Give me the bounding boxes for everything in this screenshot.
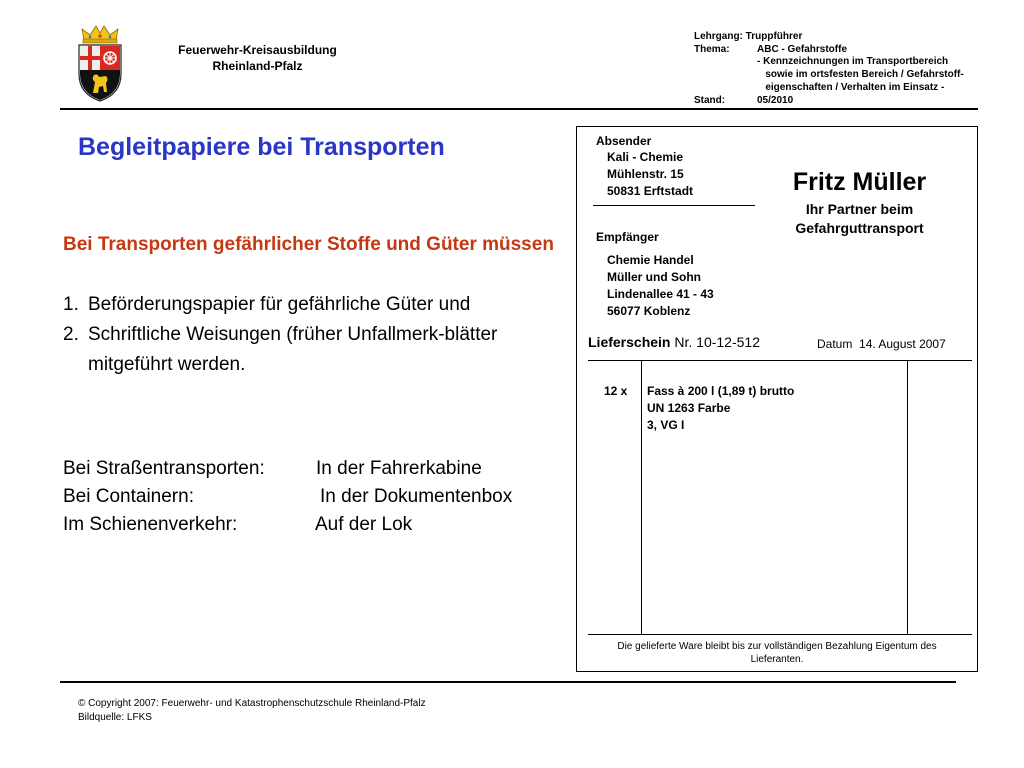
list-text: Schriftliche Weisungen (früher Unfallmerk-blätter mitgeführt werden. xyxy=(88,324,498,375)
table-bottom-line xyxy=(588,634,972,635)
location-row xyxy=(63,455,583,483)
sender-line: 50831 Erftstadt xyxy=(607,184,694,198)
copyright-text: © Copyright 2007: Feuerwehr- und Katastrophenschutzschule Rheinland-Pfalz xyxy=(78,698,426,709)
image-source: Bildquelle: LFKS xyxy=(78,712,152,723)
organisation-line-2: Rheinland-Pfalz xyxy=(212,59,303,73)
sender-line: Mühlenstr. 15 xyxy=(607,167,684,181)
item-quantity: 12 x xyxy=(604,384,628,398)
recipient-line: Chemie Handel xyxy=(607,253,694,267)
location-label: Im Schienenverkehr: xyxy=(63,514,238,535)
location-label: Bei Containern: xyxy=(63,486,194,507)
ownership-notice: Die gelieferte Ware bleibt bis zur vollständigen Bezahlung Eigentum des Lieferanten. xyxy=(617,641,937,665)
location-row xyxy=(63,511,583,539)
qty-column-divider xyxy=(641,361,642,634)
course-value: Truppführer xyxy=(745,31,803,42)
list-item xyxy=(63,290,573,320)
list-number: 2. xyxy=(63,324,79,345)
table-top-line xyxy=(588,360,972,361)
rheinland-pfalz-crest-icon xyxy=(76,24,124,102)
page-title: Begleitpapiere bei Transporten xyxy=(78,133,445,161)
topic-line: sowie im ortsfesten Bereich / Gefahrstoff- xyxy=(757,69,964,81)
organisation-line-1: Feuerwehr-Kreisausbildung xyxy=(178,43,337,57)
copyright xyxy=(78,697,426,725)
item-line: Fass à 200 l (1,89 t) brutto xyxy=(647,384,795,398)
document-locations xyxy=(63,455,583,539)
recipient-line: 56077 Koblenz xyxy=(607,304,691,318)
sender-line: Kali - Chemie xyxy=(607,150,684,164)
section-subheading: Bei Transporten gefährlicher Stoffe und Güter müssen xyxy=(63,234,554,255)
item-line: 3, VG I xyxy=(647,418,685,432)
stand-label: Stand: xyxy=(694,94,726,106)
price-column-divider xyxy=(907,361,908,634)
course-label: Lehrgang: xyxy=(694,31,743,42)
topic-label: Thema: xyxy=(694,43,730,55)
location-value: Auf der Lok xyxy=(315,514,413,535)
location-value: In der Fahrerkabine xyxy=(316,458,482,479)
sender-divider xyxy=(593,205,755,206)
topic-line: ABC - Gefahrstoffe xyxy=(757,43,848,55)
sender-label: Absender xyxy=(596,134,652,148)
recipient-line: Lindenallee 41 - 43 xyxy=(607,287,714,301)
header-divider xyxy=(60,108,978,110)
delivery-number: Nr. 10-12-512 xyxy=(674,334,760,350)
date-label: Datum xyxy=(817,337,853,351)
course-info xyxy=(694,31,1014,107)
footer-divider xyxy=(60,681,956,683)
topic-line: - Kennzeichnungen im Transportbereich xyxy=(757,56,949,68)
list-item xyxy=(63,320,573,380)
recipient-label: Empfänger xyxy=(596,230,659,244)
organisation-name xyxy=(150,42,365,74)
list-text: Beförderungspapier für gefährliche Güter und xyxy=(88,294,471,315)
delivery-number-line xyxy=(588,334,760,350)
delivery-label: Lieferschein xyxy=(588,334,671,350)
location-row xyxy=(63,483,583,511)
requirements-list xyxy=(63,290,573,380)
list-number: 1. xyxy=(63,294,79,315)
recipient-line: Müller und Sohn xyxy=(607,270,701,284)
company-tagline: Ihr Partner beim Gefahrguttransport xyxy=(795,201,924,236)
item-line: UN 1263 Farbe xyxy=(647,401,731,415)
date-value: 14. August 2007 xyxy=(859,337,946,351)
stand-value: 05/2010 xyxy=(757,94,794,106)
company-name: Fritz Müller xyxy=(792,168,927,196)
topic-line: eigenschaften / Verhalten im Einsatz - xyxy=(757,81,945,93)
delivery-note xyxy=(576,126,978,672)
location-value: In der Dokumentenbox xyxy=(320,486,513,507)
delivery-date xyxy=(817,337,946,351)
location-label: Bei Straßentransporten: xyxy=(63,458,265,479)
